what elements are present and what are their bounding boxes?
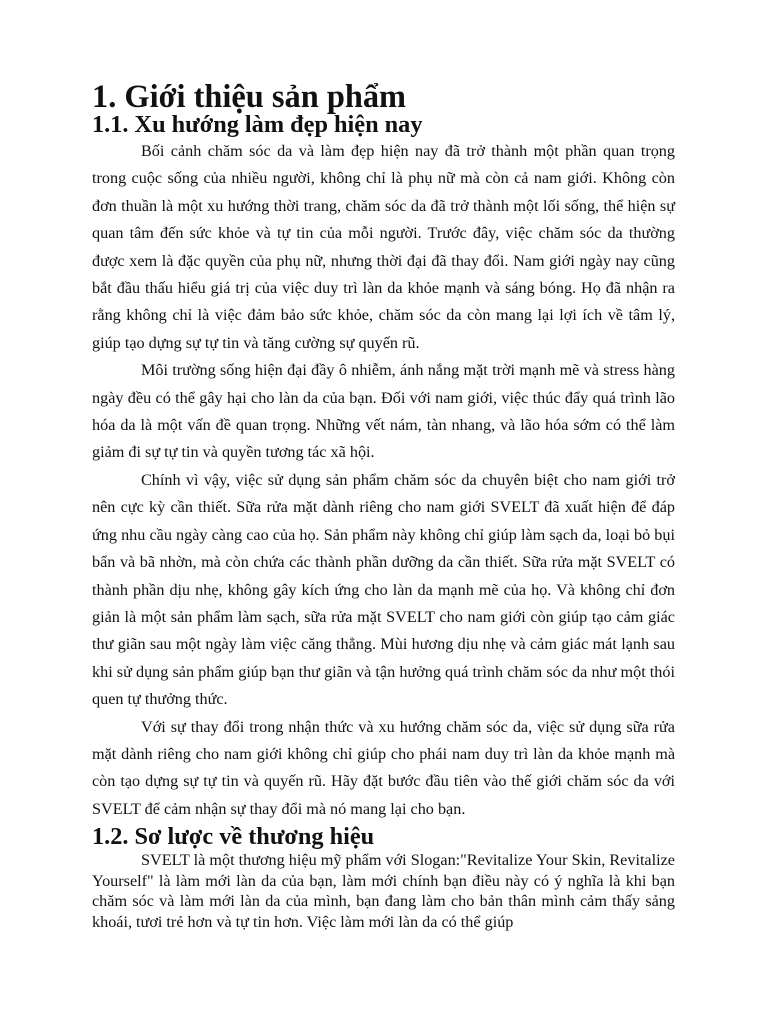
body-paragraph: Với sự thay đổi trong nhận thức và xu hướng chăm sóc da, việc sử dụng sữa rửa mặt dành riêng cho nam giới không chỉ giúp cho phái nam duy trì làn da khỏe mạnh mà còn tạo dựng sự tự tin và quyến rũ. Hãy đặt bước đầu tiên vào thế giới chăm sóc da với SVELT để cảm nhận sự thay đổi mà nó mang lại cho bạn.: [92, 717, 675, 818]
body-paragraph: Bối cảnh chăm sóc da và làm đẹp hiện nay đã trở thành một phần quan trọng trong cuộc sống của nhiều người, không chỉ là phụ nữ mà còn cả nam giới. Không còn đơn thuần là một xu hướng thời trang, chăm sóc da đã trở thành một lối sống, thể hiện sự quan tâm đến sức khỏe và tự tin của mỗi người. Trước đây, việc chăm sóc da thường được xem là đặc quyền của phụ nữ, nhưng thời đại đã thay đổi. Nam giới ngày nay cũng bắt đầu thấu hiểu giá trị của việc duy trì làn da khỏe mạnh và sáng bóng. Họ đã nhận ra rằng không chỉ là việc đảm bảo sức khỏe, chăm sóc da còn mang lại lợi ích về tâm lý, giúp tạo dựng sự tự tin và tăng cường sự quyến rũ.: [92, 142, 675, 352]
section-heading: 1. Giới thiệu sản phẩm: [92, 79, 407, 115]
body-paragraph: Môi trường sống hiện đại đầy ô nhiễm, ánh nắng mặt trời mạnh mẽ và stress hàng ngày đều có thể gây hại cho làn da của bạn. Đối với nam giới, việc thúc đẩy quá trình lão hóa da là một vấn đề quan trọng. Những vết nám, tàn nhang, và lão hóa sớm có thể làm giảm đi sự tự tin và quyền tương tác xã hội.: [92, 361, 675, 462]
body-paragraph: Chính vì vậy, việc sử dụng sản phẩm chăm sóc da chuyên biệt cho nam giới trở nên cực kỳ cần thiết. Sữa rửa mặt dành riêng cho nam giới SVELT đã xuất hiện để đáp ứng nhu cầu ngày càng cao của họ. Sản phẩm này không chỉ giúp làm sạch da, loại bỏ bụi bẩn và bã nhờn, mà còn chứa các thành phần dưỡng da cần thiết. Sữa rửa mặt SVELT có thành phần dịu nhẹ, không gây kích ứng cho làn da mạnh mẽ của họ. Và không chỉ đơn giản là một sản phẩm làm sạch, sữa rửa mặt SVELT cho nam giới còn giúp tạo cảm giác thư giãn sau một ngày làm việc căng thẳng. Mùi hương dịu nhẹ và cảm giác mát lạnh sau khi sử dụng sản phẩm giúp bạn thư giãn và tận hưởng quá trình chăm sóc da như một thói quen tự thưởng thức.: [92, 470, 675, 709]
document-page: [92, 79, 675, 933]
subsection-heading: 1.1. Xu hướng làm đẹp hiện nay: [92, 111, 423, 138]
subsection-heading: 1.2. Sơ lược về thương hiệu: [92, 823, 375, 851]
body-paragraph: SVELT là một thương hiệu mỹ phẩm với Slogan:"Revitalize Your Skin, Revitalize Yourself" là làm mới làn da của bạn, làm mới chính bạn điều này có ý nghĩa là khi bạn chăm sóc và làm mới làn da của mình, bạn đang làm cho bản thân mình cảm thấy sảng khoái, tươi trẻ hơn và tự tin hơn. Việc làm mới làn da có thể giúp: [92, 851, 675, 931]
